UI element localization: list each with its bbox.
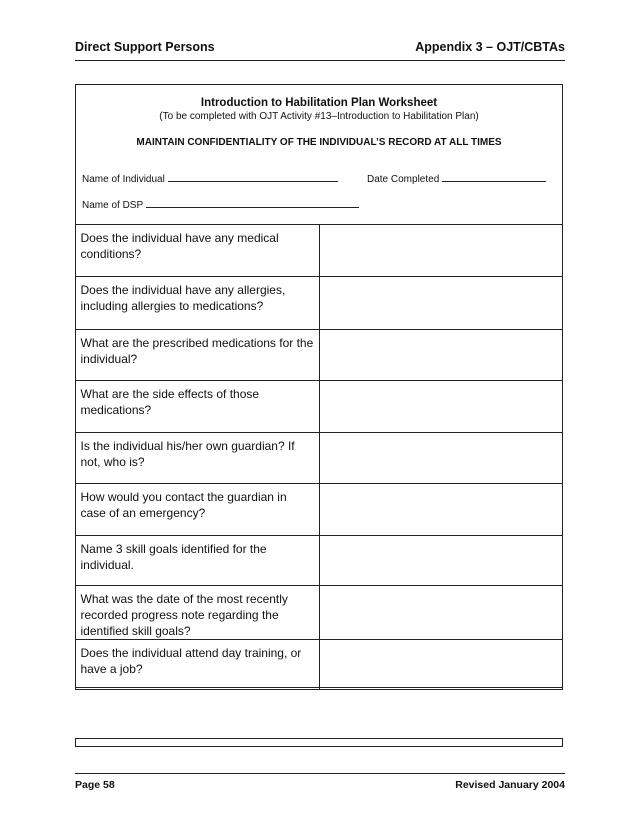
table-row: [75, 381, 562, 433]
table-row: [75, 330, 562, 381]
answer-cell[interactable]: [320, 330, 562, 381]
name-of-dsp-field[interactable]: [82, 198, 359, 211]
name-of-individual-label: Name of Individual: [82, 174, 165, 185]
question-cell: Does the individual attend day training, or have a job?: [75, 640, 320, 690]
answer-cell[interactable]: [320, 484, 562, 536]
answer-cell[interactable]: [320, 640, 562, 690]
table-row: [75, 536, 562, 586]
worksheet-box: [75, 84, 563, 688]
question-cell: What are the prescribed medications for the individual?: [75, 330, 320, 381]
question-cell: What are the side effects of those medications?: [75, 381, 320, 433]
name-of-dsp-blank[interactable]: [146, 198, 359, 208]
worksheet-subtitle: (To be completed with OJT Activity #13–Introduction to Habilitation Plan): [159, 111, 479, 122]
question-cell: Is the individual his/her own guardian? If not, who is?: [75, 433, 320, 484]
footer-revision-date: Revised January 2004: [455, 779, 565, 791]
name-of-dsp-label: Name of DSP: [82, 200, 144, 211]
worksheet-title: Introduction to Habilitation Plan Worksheet: [200, 97, 438, 109]
header-right-text: Appendix 3 – OJT/CBTAs: [415, 40, 565, 54]
footer-page-number: Page 58: [75, 779, 115, 791]
date-completed-field[interactable]: [367, 172, 546, 185]
answer-cell[interactable]: [320, 225, 562, 277]
answer-cell[interactable]: [320, 381, 562, 433]
answer-cell[interactable]: [320, 586, 562, 640]
table-row: [75, 586, 562, 640]
name-of-individual-blank[interactable]: [168, 172, 338, 182]
answer-cell[interactable]: [320, 536, 562, 586]
table-row: [75, 640, 562, 690]
bottom-bar-box: [75, 738, 563, 747]
header-rule: [75, 60, 565, 61]
question-cell: Does the individual have any allergies, including allergies to medications?: [75, 277, 320, 330]
question-cell: Does the individual have any medical conditions?: [75, 225, 320, 277]
page-header: [75, 40, 565, 60]
table-row: [75, 225, 562, 277]
confidentiality-notice: MAINTAIN CONFIDENTIALITY OF THE INDIVIDUAL’S RECORD AT ALL TIMES: [136, 137, 502, 148]
question-cell: How would you contact the guardian in case of an emergency?: [75, 484, 320, 536]
date-completed-label: Date Completed: [367, 174, 440, 185]
name-of-individual-field[interactable]: [82, 172, 338, 185]
question-cell: Name 3 skill goals identified for the individual.: [75, 536, 320, 586]
footer-rule: [75, 773, 565, 774]
question-cell: What was the date of the most recently recorded progress note regarding the identified skill goals?: [75, 586, 320, 640]
date-completed-blank[interactable]: [442, 172, 546, 182]
answer-cell[interactable]: [320, 433, 562, 484]
header-left-text: Direct Support Persons: [75, 40, 215, 54]
answer-cell[interactable]: [320, 277, 562, 330]
table-row: [75, 484, 562, 536]
table-row: [75, 433, 562, 484]
questions-table: [75, 224, 563, 690]
table-row: [75, 277, 562, 330]
